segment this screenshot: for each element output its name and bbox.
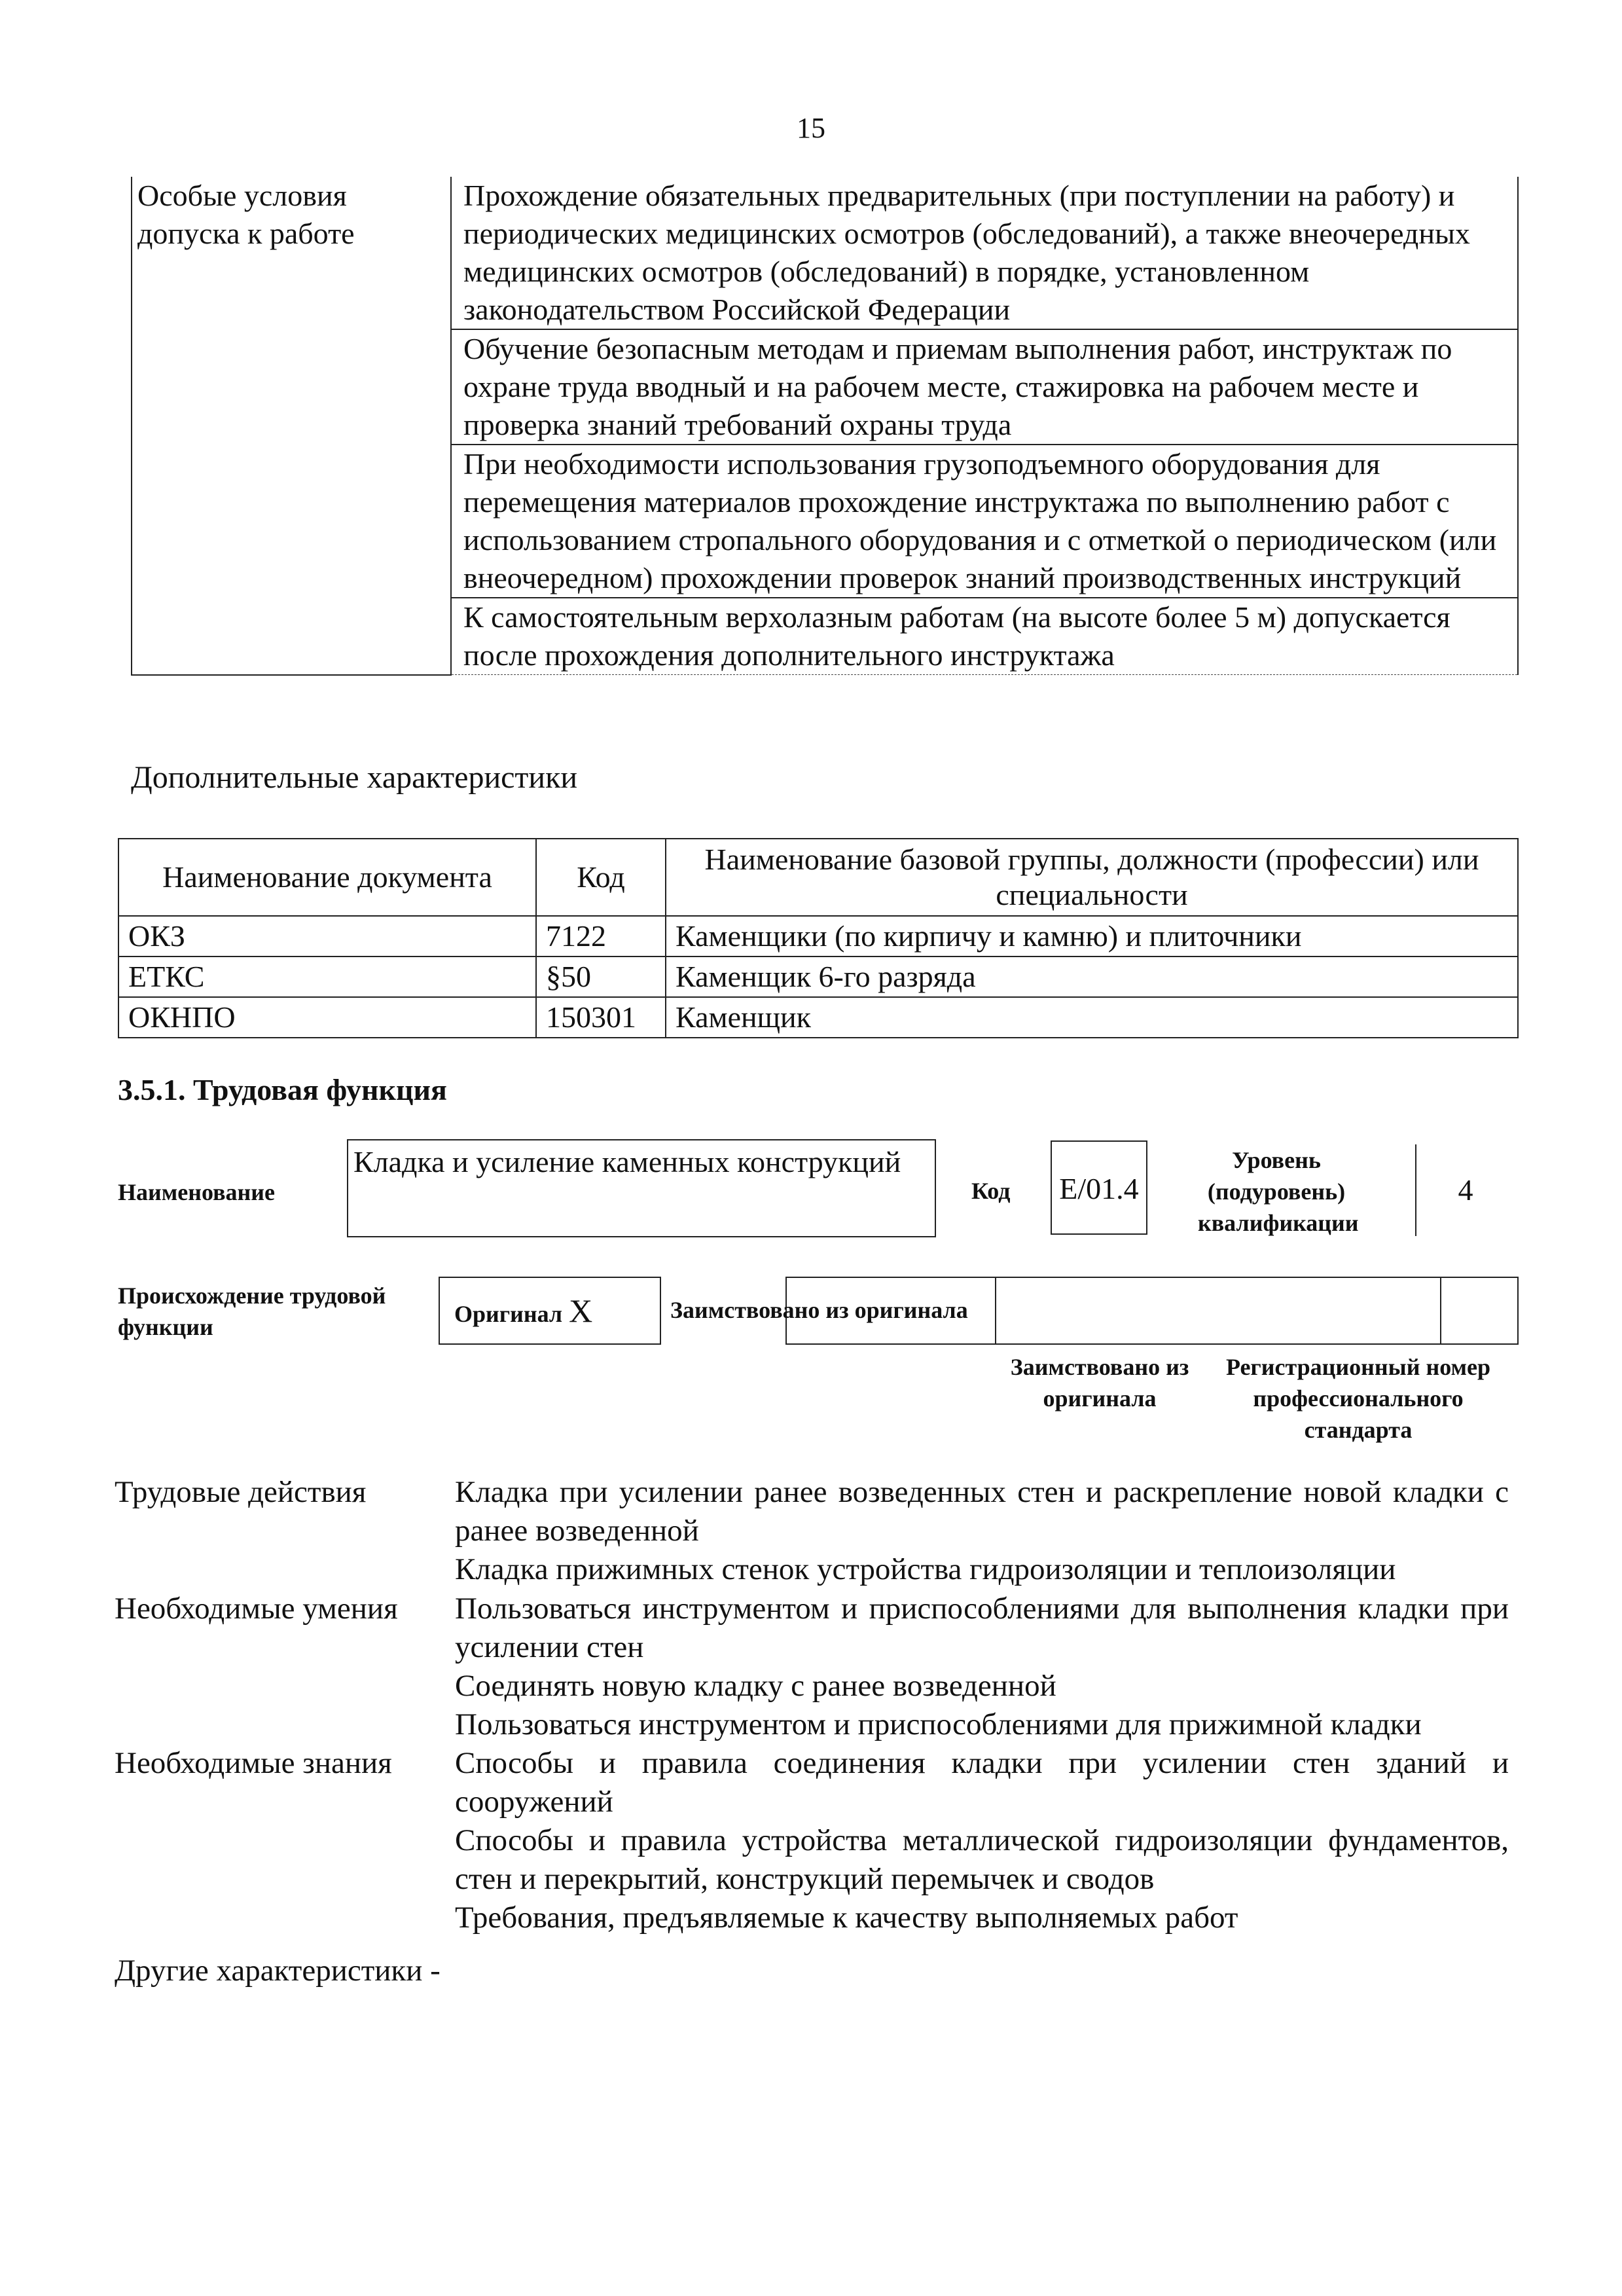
- table-row: [118, 957, 1518, 997]
- additional-title: Дополнительные характеристики: [131, 760, 578, 795]
- level-value-box: 4: [1415, 1144, 1515, 1236]
- admission-item: Обучение безопасным методам и приемам выполнения работ, инструктаж по охране труда вводный и на рабочем месте, стажировка на рабочем месте и проверка знаний требований охраны труда: [451, 329, 1518, 445]
- admission-item: При необходимости использования грузоподъемного оборудования для перемещения материалов прохождение инструктажа по выполнению работ с использованием стропального оборудования и с отметкой о периодическом (или внеочередном) прохождении проверок знаний производственных инструкций: [451, 445, 1518, 598]
- header-code: Код: [536, 839, 666, 916]
- skills-label: Необходимые умения: [115, 1592, 398, 1626]
- cell-document: ЕТКС: [118, 957, 536, 997]
- sub-registration-label: Регистрационный номер профессионального стандарта: [1225, 1354, 1491, 1443]
- function-name-box: Кладка и усиление каменных конструкций: [347, 1139, 936, 1237]
- table-row: [118, 997, 1518, 1038]
- code-label: Код: [971, 1178, 1011, 1204]
- page-number: 15: [797, 112, 825, 144]
- function-code-box: E/01.4: [1051, 1140, 1147, 1235]
- original-label: Оригинал: [454, 1301, 563, 1327]
- sub-borrowed-label: Заимствовано из оригинала: [1010, 1354, 1189, 1412]
- cell-group: Каменщики (по кирпичу и камню) и плиточники: [666, 916, 1518, 957]
- work-actions-label: Трудовые действия: [115, 1475, 367, 1509]
- skill-item: Соединять новую кладку с ранее возведенной: [455, 1669, 1056, 1703]
- knowledge-item: Способы и правила соединения кладки при усилении стен зданий и сооружений: [455, 1746, 1509, 1819]
- additional-characteristics-table: [118, 838, 1519, 1038]
- knowledge-label: Необходимые знания: [115, 1746, 392, 1780]
- section-title: 3.5.1. Трудовая функция: [118, 1073, 447, 1106]
- knowledge-item: Способы и правила устройства металлической гидроизоляции фундаментов, стен и перекрытий, конструкций перемычек и сводов: [455, 1823, 1509, 1896]
- work-action-item: Кладка при усилении ранее возведенных стен и раскрепление новой кладки с ранее возведенной: [455, 1475, 1509, 1548]
- admission-item: К самостоятельным верхолазным работам (на высоте более 5 м) допускается после прохождения дополнительного инструктажа: [451, 598, 1518, 675]
- admission-label: Особые условия допуска к работе: [132, 177, 451, 675]
- skill-item: Пользоваться инструментом и приспособлениями для выполнения кладки при усилении стен: [455, 1592, 1509, 1664]
- skill-item: Пользоваться инструментом и приспособлениями для прижимной кладки: [455, 1707, 1422, 1741]
- required-knowledge: [115, 1744, 1509, 1941]
- work-action-item: Кладка прижимных стенок устройства гидроизоляции и теплоизоляции: [455, 1552, 1396, 1586]
- admission-item: Прохождение обязательных предварительных (при поступлении на работу) и периодических медицинских осмотров (обследований), а также внеочередных медицинских осмотров (обследований) в порядке, установленном законодательством Российской Федерации: [451, 177, 1518, 329]
- cell-document: ОКНПО: [118, 997, 536, 1038]
- divider: [1440, 1277, 1441, 1345]
- original-mark: X: [569, 1292, 593, 1329]
- other-label: Другие характеристики: [115, 1954, 423, 1988]
- header-group: Наименование базовой группы, должности (профессии) или специальности: [666, 839, 1518, 916]
- other-characteristics: [115, 1953, 441, 1988]
- work-actions: [115, 1473, 1509, 1591]
- borrowed-label: Заимствовано из оригинала: [670, 1297, 968, 1323]
- cell-code: §50: [536, 957, 666, 997]
- level-label: Уровень (подуровень) квалификации: [1198, 1147, 1359, 1236]
- original-box: [439, 1277, 661, 1345]
- table-row: [118, 916, 1518, 957]
- cell-document: ОКЗ: [118, 916, 536, 957]
- required-skills: [115, 1590, 1509, 1747]
- admission-conditions-table: [131, 177, 1519, 676]
- header-document: Наименование документа: [118, 839, 536, 916]
- origin-label: Происхождение трудовой функции: [118, 1283, 386, 1340]
- knowledge-item: Требования, предъявляемые к качеству выполняемых работ: [455, 1901, 1238, 1935]
- cell-code: 150301: [536, 997, 666, 1038]
- cell-code: 7122: [536, 916, 666, 957]
- name-label: Наименование: [118, 1179, 275, 1205]
- cell-group: Каменщик: [666, 997, 1518, 1038]
- other-value: -: [430, 1954, 441, 1988]
- cell-group: Каменщик 6-го разряда: [666, 957, 1518, 997]
